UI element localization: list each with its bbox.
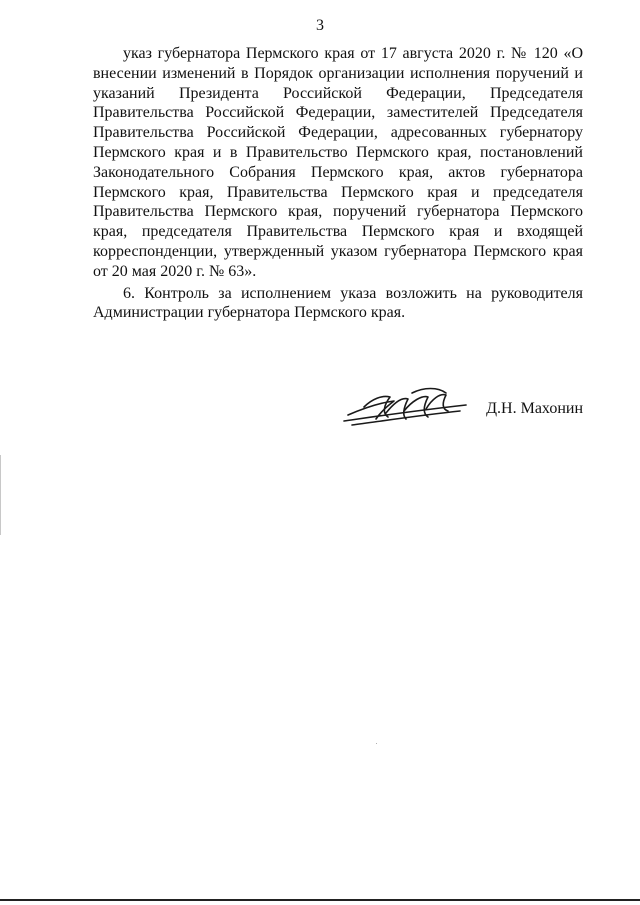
- paragraph-decree-reference: указ губернатора Пермского края от 17 августа 2020 г. № 120 «О внесении изменений в Порядок организации исполнения поручений и указаний Президента Российской Федерации, Председателя Правительства Российской Федерации, заместителей Председателя Правительства Российской Федерации, адресованных губернатору Пермского края и в Правительство Пермского края, постановлений Законодательного Собрания Пермского края, актов губернатора Пермского края, Правительства Пермского края и председателя Правительства Пермского края, поручений губернатора Пермского края, председателя Правительства Пермского края и входящей корреспонденции, утвержденный указом губернатора Пермского края от 20 мая 2020 г. № 63».: [93, 45, 583, 280]
- scan-dot: [376, 743, 377, 744]
- signature-icon: [342, 385, 472, 429]
- signer-name: Д.Н. Махонин: [486, 400, 583, 417]
- paragraph-item-6: 6. Контроль за исполнением указа возложить на руководителя Администрации губернатора Пермского края.: [93, 284, 583, 322]
- signature-block: [340, 385, 583, 429]
- scan-edge-mark: [0, 455, 1, 535]
- page-number: 3: [316, 17, 324, 34]
- document-body: [93, 44, 583, 323]
- bottom-edge-line: [0, 899, 640, 901]
